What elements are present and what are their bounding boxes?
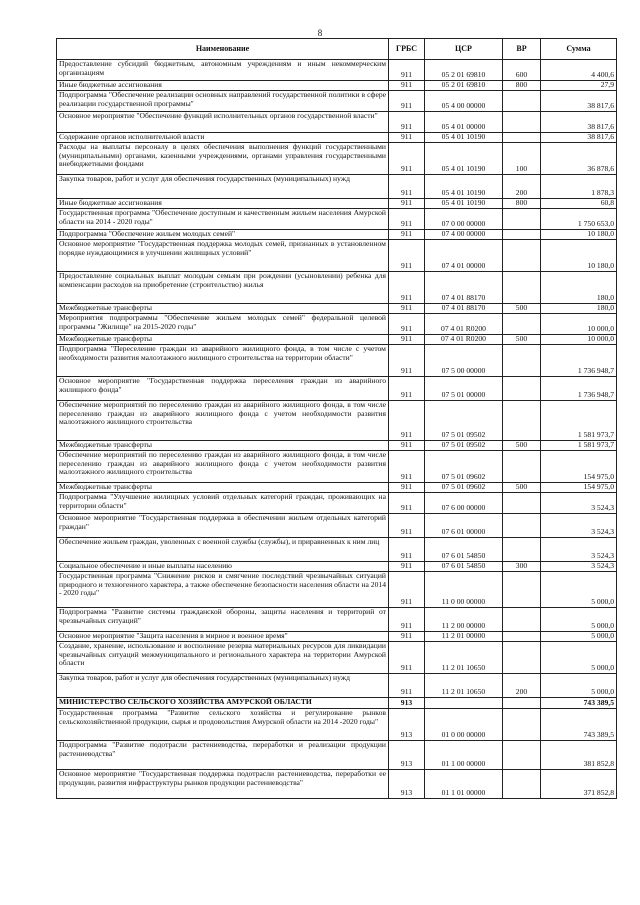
table-body [57,60,617,799]
cell-vr [503,770,541,799]
cell-csr: 07 5 01 09602 [425,483,503,493]
cell-sum: 5 000,0 [541,674,617,698]
table-row [57,632,617,642]
budget-table [56,38,617,799]
cell-csr: 05 4 01 10190 [425,133,503,143]
cell-name: Подпрограмма "Переселение граждан из аварийного жилищного фонда, в том числе с учетом необходимости развития малоэтажного жилищного строительства на территории области" [57,345,389,377]
cell-vr [503,345,541,377]
cell-csr: 07 4 01 88170 [425,304,503,314]
cell-vr [503,514,541,538]
cell-grbs: 913 [389,698,425,709]
cell-vr [503,451,541,483]
cell-csr [425,698,503,709]
cell-vr [503,112,541,133]
cell-name: Иные бюджетные ассигнования [57,199,389,209]
cell-vr [503,91,541,112]
cell-name: Обеспечение жильем граждан, уволенных с военной службы (службы), и приравненных к ним лиц [57,538,389,562]
cell-grbs: 911 [389,60,425,81]
cell-vr: 200 [503,674,541,698]
cell-name: Государственная программа "Снижение рисков и смягчение последствий чрезвычайных ситуаций природного и техногенного характера, а также обеспечение безопасности населения области на 2014 - 2020 годы" [57,572,389,608]
table-row [57,345,617,377]
cell-vr [503,230,541,240]
cell-csr: 07 0 00 00000 [425,209,503,230]
cell-grbs: 911 [389,441,425,451]
table-row [57,304,617,314]
cell-csr: 05 4 01 10190 [425,143,503,175]
table-row [57,81,617,91]
cell-vr [503,133,541,143]
cell-vr: 100 [503,143,541,175]
header-grbs: ГРБС [389,39,425,60]
cell-grbs: 911 [389,81,425,91]
cell-name: Межбюджетные трансферты [57,335,389,345]
table-row [57,441,617,451]
cell-csr: 11 2 01 10650 [425,674,503,698]
cell-vr [503,572,541,608]
table-row [57,514,617,538]
cell-csr: 07 5 01 09602 [425,451,503,483]
cell-csr: 01 1 01 00000 [425,770,503,799]
cell-sum: 27,9 [541,81,617,91]
cell-csr: 07 5 01 00000 [425,377,503,401]
cell-name: Иные бюджетные ассигнования [57,81,389,91]
table-row [57,493,617,514]
cell-grbs: 911 [389,562,425,572]
cell-name: Создание, хранение, использование и восполнение резерва материальных ресурсов для ликвидации чрезвычайных ситуаций межмуниципального и регионального характера на территории Амурской области [57,642,389,674]
cell-grbs: 913 [389,709,425,741]
table-row [57,608,617,632]
table-header-row [57,39,617,60]
cell-vr [503,538,541,562]
cell-vr [503,209,541,230]
cell-csr: 01 1 00 00000 [425,741,503,770]
cell-sum: 5 000,0 [541,608,617,632]
cell-name: Закупка товаров, работ и услуг для обеспечения государственных (муниципальных) нужд [57,674,389,698]
cell-name: Основное мероприятие "Защита населения в мирное и военное время" [57,632,389,642]
cell-sum: 5 000,0 [541,572,617,608]
table-row [57,642,617,674]
table-row [57,91,617,112]
cell-vr: 800 [503,199,541,209]
cell-sum: 1 878,3 [541,175,617,199]
cell-name: Расходы на выплаты персоналу в целях обеспечения выполнения функций государственными (муниципальными) органами, казенными учреждениями, органами управления государственными внебюджетными фондами [57,143,389,175]
cell-vr [503,741,541,770]
cell-name: Подпрограмма "Развитие подотрасли растениеводства, переработки и реализации продукции растениеводства" [57,741,389,770]
cell-grbs: 911 [389,632,425,642]
cell-name: МИНИСТЕРСТВО СЕЛЬСКОГО ХОЗЯЙСТВА АМУРСКОЙ ОБЛАСТИ [57,698,389,709]
header-vr: ВР [503,39,541,60]
cell-name: Государственная программа "Обеспечение доступным и качественным жильем населения Амурской области на 2014 - 2020 годы" [57,209,389,230]
cell-vr [503,377,541,401]
cell-sum: 381 852,8 [541,741,617,770]
cell-sum: 4 400,6 [541,60,617,81]
cell-sum: 3 524,3 [541,562,617,572]
cell-csr: 07 4 00 00000 [425,230,503,240]
cell-csr: 11 2 00 00000 [425,608,503,632]
table-row [57,112,617,133]
table-row [57,698,617,709]
cell-name: Основное мероприятие "Государственная поддержка молодых семей, признанных в установленном порядке нуждающимися в улучшении жилищных условий" [57,240,389,272]
cell-csr: 11 2 01 10650 [425,642,503,674]
cell-name: Предоставление субсидий бюджетным, автономным учреждениям и иным некоммерческим организациям [57,60,389,81]
cell-vr [503,698,541,709]
cell-vr [503,493,541,514]
cell-vr [503,632,541,642]
cell-vr [503,709,541,741]
cell-sum: 1 750 653,0 [541,209,617,230]
cell-name: Подпрограмма "Развитие системы гражданской обороны, защиты населения и территорий от чрезвычайных ситуаций" [57,608,389,632]
cell-sum: 38 817,6 [541,112,617,133]
cell-name: Основное мероприятие "Государственная поддержка переселения граждан из аварийного жилищного фонда" [57,377,389,401]
cell-sum: 10 000,0 [541,314,617,335]
cell-csr: 05 4 01 10190 [425,175,503,199]
cell-csr: 07 6 01 54850 [425,562,503,572]
cell-name: Предоставление социальных выплат молодым семьям при рождении (усыновлении) ребенка для компенсации расходов на приобретение (строительство) жилья [57,272,389,304]
table-row [57,230,617,240]
table-row [57,401,617,441]
cell-sum: 60,8 [541,199,617,209]
cell-grbs: 911 [389,240,425,272]
cell-name: Подпрограмма "Улучшение жилищных условий отдельных категорий граждан, проживающих на территории области" [57,493,389,514]
cell-grbs: 911 [389,175,425,199]
cell-sum: 36 878,6 [541,143,617,175]
cell-grbs: 911 [389,674,425,698]
cell-grbs: 911 [389,304,425,314]
cell-vr [503,401,541,441]
cell-sum: 5 000,0 [541,642,617,674]
cell-vr: 200 [503,175,541,199]
cell-grbs: 911 [389,608,425,632]
cell-csr: 07 6 01 00000 [425,514,503,538]
header-csr: ЦСР [425,39,503,60]
cell-grbs: 911 [389,199,425,209]
cell-grbs: 911 [389,314,425,335]
cell-grbs: 911 [389,345,425,377]
table-row [57,538,617,562]
table-row [57,335,617,345]
cell-sum: 1 581 973,7 [541,401,617,441]
cell-csr: 05 4 00 00000 [425,91,503,112]
cell-grbs: 911 [389,642,425,674]
cell-sum: 10 180,0 [541,240,617,272]
table-row [57,240,617,272]
cell-name: Обеспечение мероприятий по переселению граждан из аварийного жилищного фонда, в том числе переселению граждан из аварийного жилищного фонда с учетом необходимости развития малоэтажного жилищного строительства [57,401,389,441]
cell-csr: 05 4 01 10190 [425,199,503,209]
cell-sum: 38 817,6 [541,133,617,143]
table-row [57,483,617,493]
cell-name: Социальное обеспечение и иные выплаты населению [57,562,389,572]
table-row [57,377,617,401]
cell-sum: 1 736 948,7 [541,377,617,401]
cell-grbs: 911 [389,483,425,493]
table-row [57,272,617,304]
table-row [57,209,617,230]
cell-sum: 371 852,8 [541,770,617,799]
cell-name: Межбюджетные трансферты [57,483,389,493]
cell-vr [503,314,541,335]
cell-csr: 05 2 01 69810 [425,81,503,91]
table-row [57,314,617,335]
cell-name: Мероприятия подпрограммы "Обеспечение жильем молодых семей" федеральной целевой программы "Жилище" на 2015-2020 годы" [57,314,389,335]
cell-vr: 500 [503,304,541,314]
cell-grbs: 911 [389,538,425,562]
table-row [57,562,617,572]
cell-csr: 01 0 00 00000 [425,709,503,741]
cell-csr: 05 4 01 00000 [425,112,503,133]
table-row [57,674,617,698]
header-sum: Сумма [541,39,617,60]
cell-name: Основное мероприятие "Государственная поддержка в обеспечении жильем отдельных категорий граждан" [57,514,389,538]
table-row [57,143,617,175]
header-name: Наименование [57,39,389,60]
cell-vr [503,608,541,632]
table-row [57,770,617,799]
cell-csr: 07 4 01 00000 [425,240,503,272]
cell-vr: 500 [503,335,541,345]
cell-csr: 05 2 01 69810 [425,60,503,81]
cell-name: Подпрограмма "Обеспечение жильем молодых семей" [57,230,389,240]
table-row [57,572,617,608]
cell-grbs: 911 [389,230,425,240]
cell-name: Межбюджетные трансферты [57,441,389,451]
cell-sum: 180,0 [541,272,617,304]
cell-grbs: 911 [389,209,425,230]
cell-vr: 500 [503,441,541,451]
cell-grbs: 913 [389,741,425,770]
cell-grbs: 911 [389,514,425,538]
page-number: 8 [317,28,323,38]
cell-grbs: 911 [389,91,425,112]
cell-sum: 5 000,0 [541,632,617,642]
cell-sum: 3 524,3 [541,538,617,562]
cell-vr: 600 [503,60,541,81]
cell-sum: 743 389,5 [541,709,617,741]
cell-sum: 3 524,3 [541,493,617,514]
cell-grbs: 911 [389,143,425,175]
table-row [57,709,617,741]
cell-csr: 11 0 00 00000 [425,572,503,608]
cell-grbs: 911 [389,335,425,345]
table-row [57,199,617,209]
cell-sum: 38 817,6 [541,91,617,112]
cell-grbs: 911 [389,377,425,401]
cell-csr: 07 4 01 R0200 [425,314,503,335]
cell-grbs: 911 [389,572,425,608]
cell-sum: 154 975,0 [541,451,617,483]
cell-vr [503,642,541,674]
cell-csr: 07 6 01 54850 [425,538,503,562]
cell-name: Основное мероприятие "Государственная поддержка подотрасли растениеводства, переработки ее продукции, развития инфраструктуры рынков продукции растениеводства" [57,770,389,799]
cell-grbs: 913 [389,770,425,799]
cell-grbs: 911 [389,493,425,514]
cell-vr [503,272,541,304]
cell-csr: 07 4 01 R0200 [425,335,503,345]
cell-vr: 500 [503,483,541,493]
cell-name: Закупка товаров, работ и услуг для обеспечения государственных (муниципальных) нужд [57,175,389,199]
cell-sum: 3 524,3 [541,514,617,538]
cell-name: Межбюджетные трансферты [57,304,389,314]
cell-sum: 10 000,0 [541,335,617,345]
table-row [57,451,617,483]
cell-grbs: 911 [389,133,425,143]
cell-vr [503,240,541,272]
table-row [57,133,617,143]
cell-vr: 300 [503,562,541,572]
cell-grbs: 911 [389,401,425,441]
cell-sum: 10 180,0 [541,230,617,240]
cell-sum: 1 736 948,7 [541,345,617,377]
cell-sum: 180,0 [541,304,617,314]
cell-grbs: 911 [389,112,425,133]
table-row [57,175,617,199]
cell-name: Основное мероприятие "Обеспечение функций исполнительных органов государственной власти" [57,112,389,133]
cell-csr: 07 5 01 09502 [425,401,503,441]
cell-name: Подпрограмма "Обеспечение реализации основных направлений государственной политики в сфере реализации государственной программы" [57,91,389,112]
cell-grbs: 911 [389,451,425,483]
cell-csr: 11 2 01 00000 [425,632,503,642]
cell-csr: 07 5 00 00000 [425,345,503,377]
cell-vr: 800 [503,81,541,91]
cell-name: Государственная программа "Развитие сельского хозяйства и регулирование рынков сельскохозяйственной продукции, сырья и продовольствия Амурской области на 2014 -2020 годы" [57,709,389,741]
cell-sum: 154 975,0 [541,483,617,493]
cell-sum: 743 389,5 [541,698,617,709]
cell-sum: 1 581 973,7 [541,441,617,451]
table-row [57,60,617,81]
cell-csr: 07 5 01 09502 [425,441,503,451]
cell-csr: 07 4 01 88170 [425,272,503,304]
cell-csr: 07 6 00 00000 [425,493,503,514]
cell-grbs: 911 [389,272,425,304]
cell-name: Содержание органов исполнительной власти [57,133,389,143]
table-row [57,741,617,770]
cell-name: Обеспечение мероприятий по переселению граждан из аварийного жилищного фонда, в том числе переселению граждан из аварийного жилищного фонда с учетом необходимости развития малоэтажного жилищного строительства [57,451,389,483]
